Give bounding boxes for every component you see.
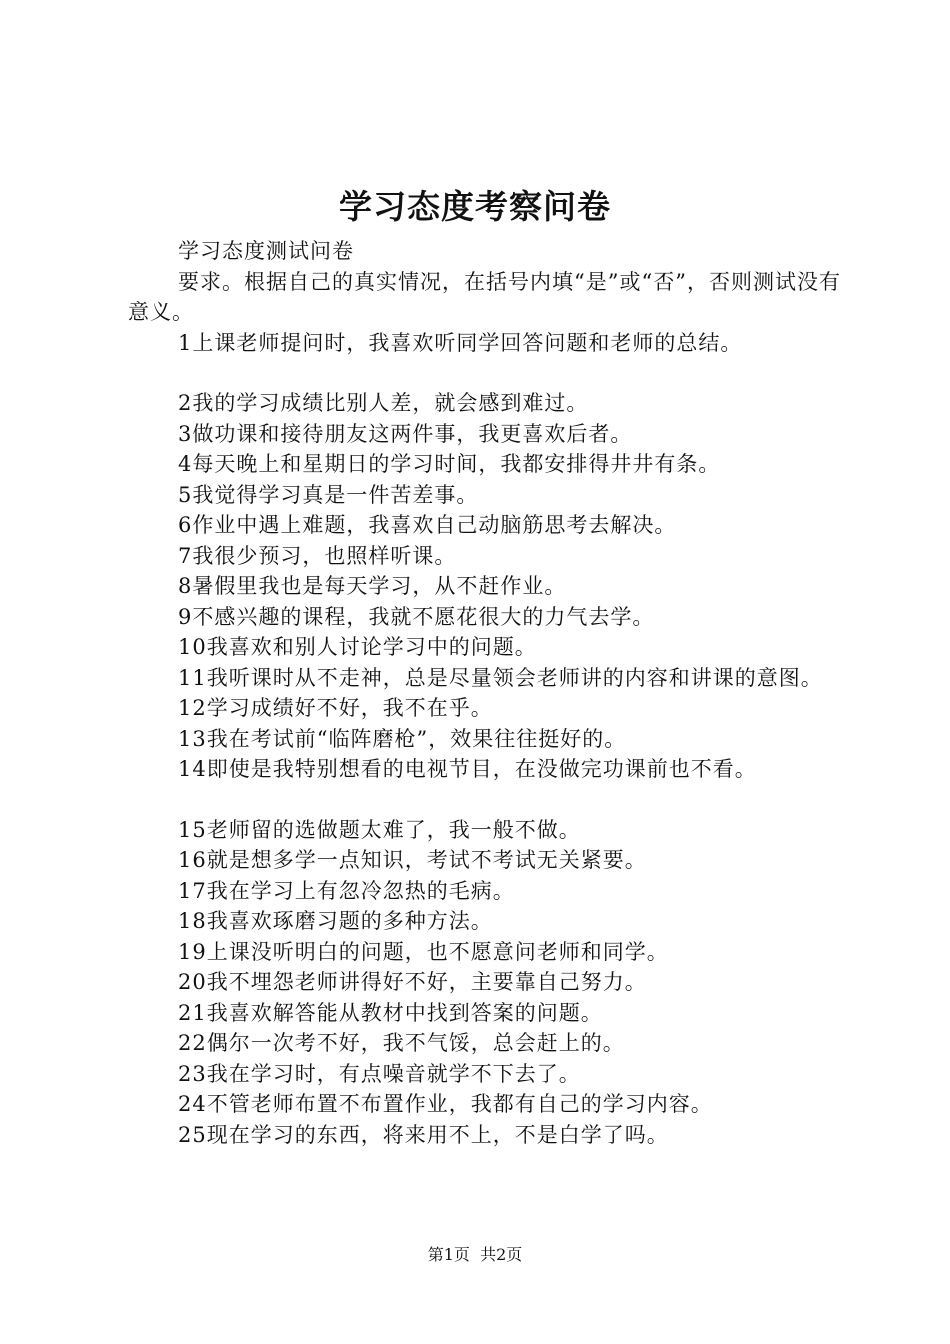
question-item: 25现在学习的东西，将来用不上，不是白学了吗。 <box>178 1122 669 1147</box>
document-body <box>128 236 853 1150</box>
page-number: 第1页 共2页 <box>427 1245 523 1264</box>
instruction: 要求。根据自己的真实情况，在括号内填“是”或“否”，否则测试没有意义。 <box>128 269 841 324</box>
question-item: 13我在考试前“临阵磨枪”，效果往往挺好的。 <box>178 726 627 751</box>
question-item: 3做功课和接待朋友这两件事，我更喜欢后者。 <box>178 421 633 446</box>
question-item: 8暑假里我也是每天学习，从不赶作业。 <box>178 574 567 598</box>
question-item: 10我喜欢和别人讨论学习中的问题。 <box>178 635 537 659</box>
question-item: 6作业中遇上难题，我喜欢自己动脑筋思考去解决。 <box>178 513 677 537</box>
question-item: 1上课老师提问时，我喜欢听同学回答问题和老师的总结。 <box>178 330 743 355</box>
page-footer <box>0 1244 950 1266</box>
document-title: 学习态度考察问卷 <box>339 187 611 226</box>
question-item: 5我觉得学习真是一件苦差事。 <box>178 482 479 507</box>
question-item: 17我在学习上有忽冷忽热的毛病。 <box>178 878 515 903</box>
subtitle: 学习态度测试问卷 <box>178 239 354 263</box>
question-item: 2我的学习成绩比别人差，就会感到难过。 <box>178 391 589 415</box>
question-item: 21我喜欢解答能从教材中找到答案的问题。 <box>178 1000 603 1025</box>
question-item: 19上课没听明白的问题，也不愿意问老师和同学。 <box>178 939 669 964</box>
question-item: 23我在学习时，有点噪音就学不下去了。 <box>178 1061 581 1086</box>
question-item: 24不管老师布置不布置作业，我都有自己的学习内容。 <box>178 1092 713 1116</box>
question-item: 12学习成绩好不好，我不在乎。 <box>178 696 493 720</box>
question-item: 4每天晚上和星期日的学习时间，我都安排得井井有条。 <box>178 452 721 476</box>
question-item: 9不感兴趣的课程，我就不愿花很大的力气去学。 <box>178 604 655 629</box>
question-item: 18我喜欢琢磨习题的多种方法。 <box>178 909 493 933</box>
question-item: 15老师留的选做题太难了，我一般不做。 <box>178 817 581 842</box>
question-item: 7我很少预习，也照样听课。 <box>178 543 457 568</box>
question-item: 14即使是我特别想看的电视节目，在没做完功课前也不看。 <box>178 757 757 781</box>
question-item: 16就是想多学一点知识，考试不考试无关紧要。 <box>178 848 647 872</box>
question-item: 11我听课时从不走神，总是尽量领会老师讲的内容和讲课的意图。 <box>178 665 823 690</box>
question-item: 20我不埋怨老师讲得好不好，主要靠自己努力。 <box>178 970 647 994</box>
question-item: 22偶尔一次考不好，我不气馁，总会赶上的。 <box>178 1031 625 1055</box>
